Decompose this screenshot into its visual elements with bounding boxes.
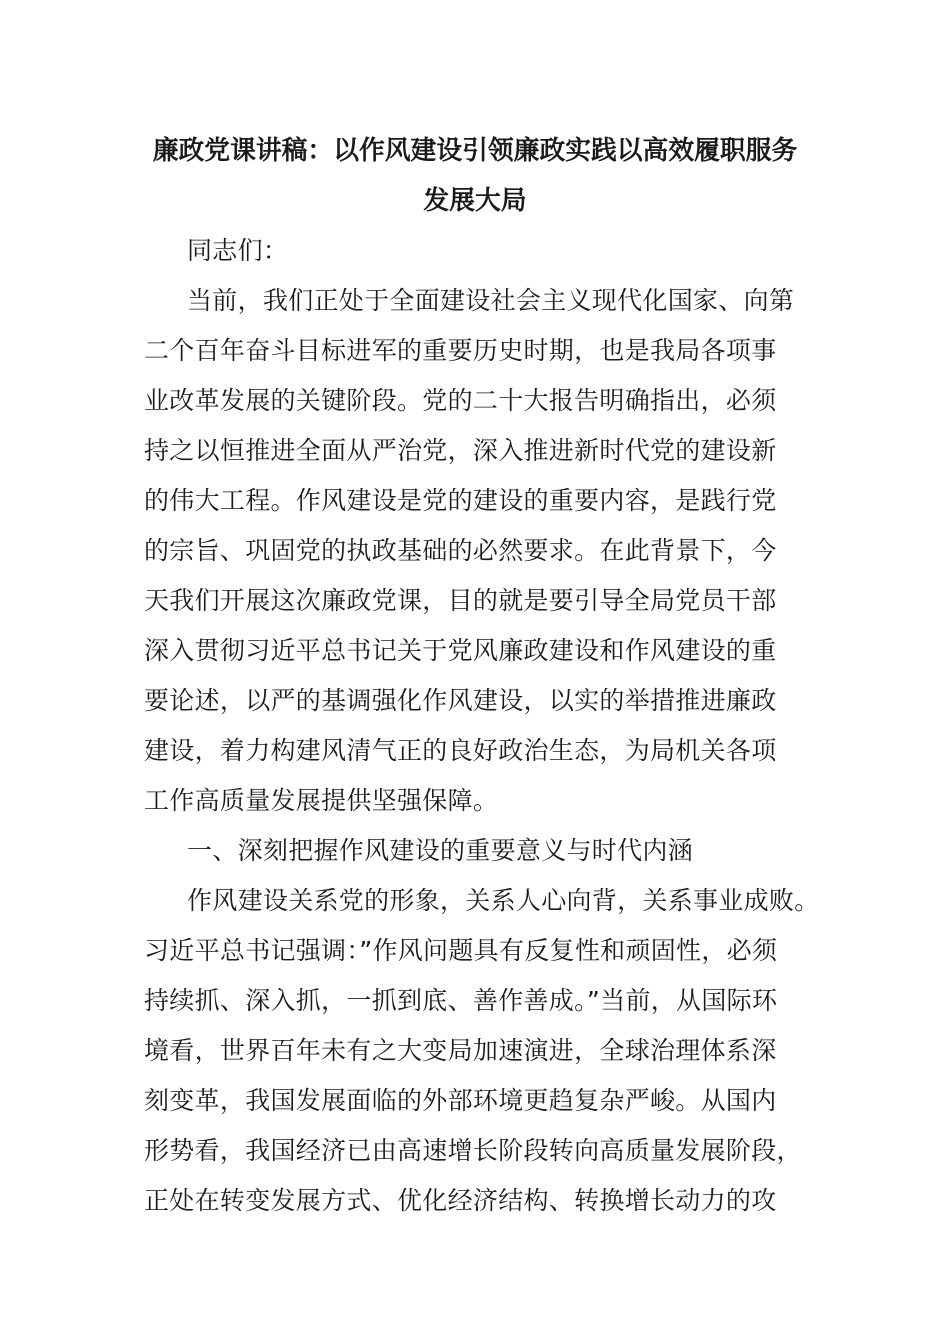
- paragraph-line: 建设，着力构建风清气正的良好政治生态，为局机关各项: [144, 736, 777, 765]
- paragraph-line: 天我们开展这次廉政党课，目的就是要引导全局党员干部: [144, 586, 777, 615]
- paragraph-line: 刻变革，我国发展面临的外部环境更趋复杂严峻。从国内: [144, 1086, 777, 1115]
- paragraph-line: 的宗旨、巩固党的执政基础的必然要求。在此背景下，今: [144, 536, 777, 565]
- paragraph-line: 正处在转变发展方式、优化经济结构、转换增长动力的攻: [144, 1186, 777, 1215]
- paragraph-line: 深入贯彻习近平总书记关于党风廉政建设和作风建设的重: [144, 636, 777, 665]
- paragraph-line: 二个百年奋斗目标进军的重要历史时期，也是我局各项事: [144, 336, 777, 365]
- paragraph-line: 工作高质量发展提供坚强保障。: [144, 786, 499, 815]
- paragraph-line: 境看，世界百年未有之大变局加速演进，全球治理体系深: [144, 1036, 777, 1065]
- paragraph-line: 形势看，我国经济已由高速增长阶段转向高质量发展阶段，: [144, 1136, 802, 1165]
- paragraph-line: 的伟大工程。作风建设是党的建设的重要内容，是践行党: [144, 486, 777, 515]
- paragraph-line: 要论述，以严的基调强化作风建设，以实的举措推进廉政: [144, 686, 777, 715]
- document-title-line-1: 廉政党课讲稿：以作风建设引领廉政实践以高效履职服务: [152, 136, 798, 166]
- salutation: 同志们：: [187, 236, 289, 265]
- paragraph-line: 持续抓、深入抓，一抓到底、善作善成。”当前，从国际环: [144, 986, 778, 1015]
- paragraph-line: 业改革发展的关键阶段。党的二十大报告明确指出，必须: [144, 386, 777, 415]
- document-title-line-2: 发展大局: [423, 186, 527, 216]
- paragraph-line: 习近平总书记强调：”作风问题具有反复性和顽固性，必须: [144, 936, 778, 965]
- paragraph-line: 持之以恒推进全面从严治党，深入推进新时代党的建设新: [144, 436, 777, 465]
- paragraph-line: 当前，我们正处于全面建设社会主义现代化国家、向第: [187, 286, 795, 315]
- paragraph-line: 作风建设关系党的形象，关系人心向背，关系事业成败。: [187, 886, 820, 915]
- section-heading: 一、深刻把握作风建设的重要意义与时代内涵: [187, 836, 694, 865]
